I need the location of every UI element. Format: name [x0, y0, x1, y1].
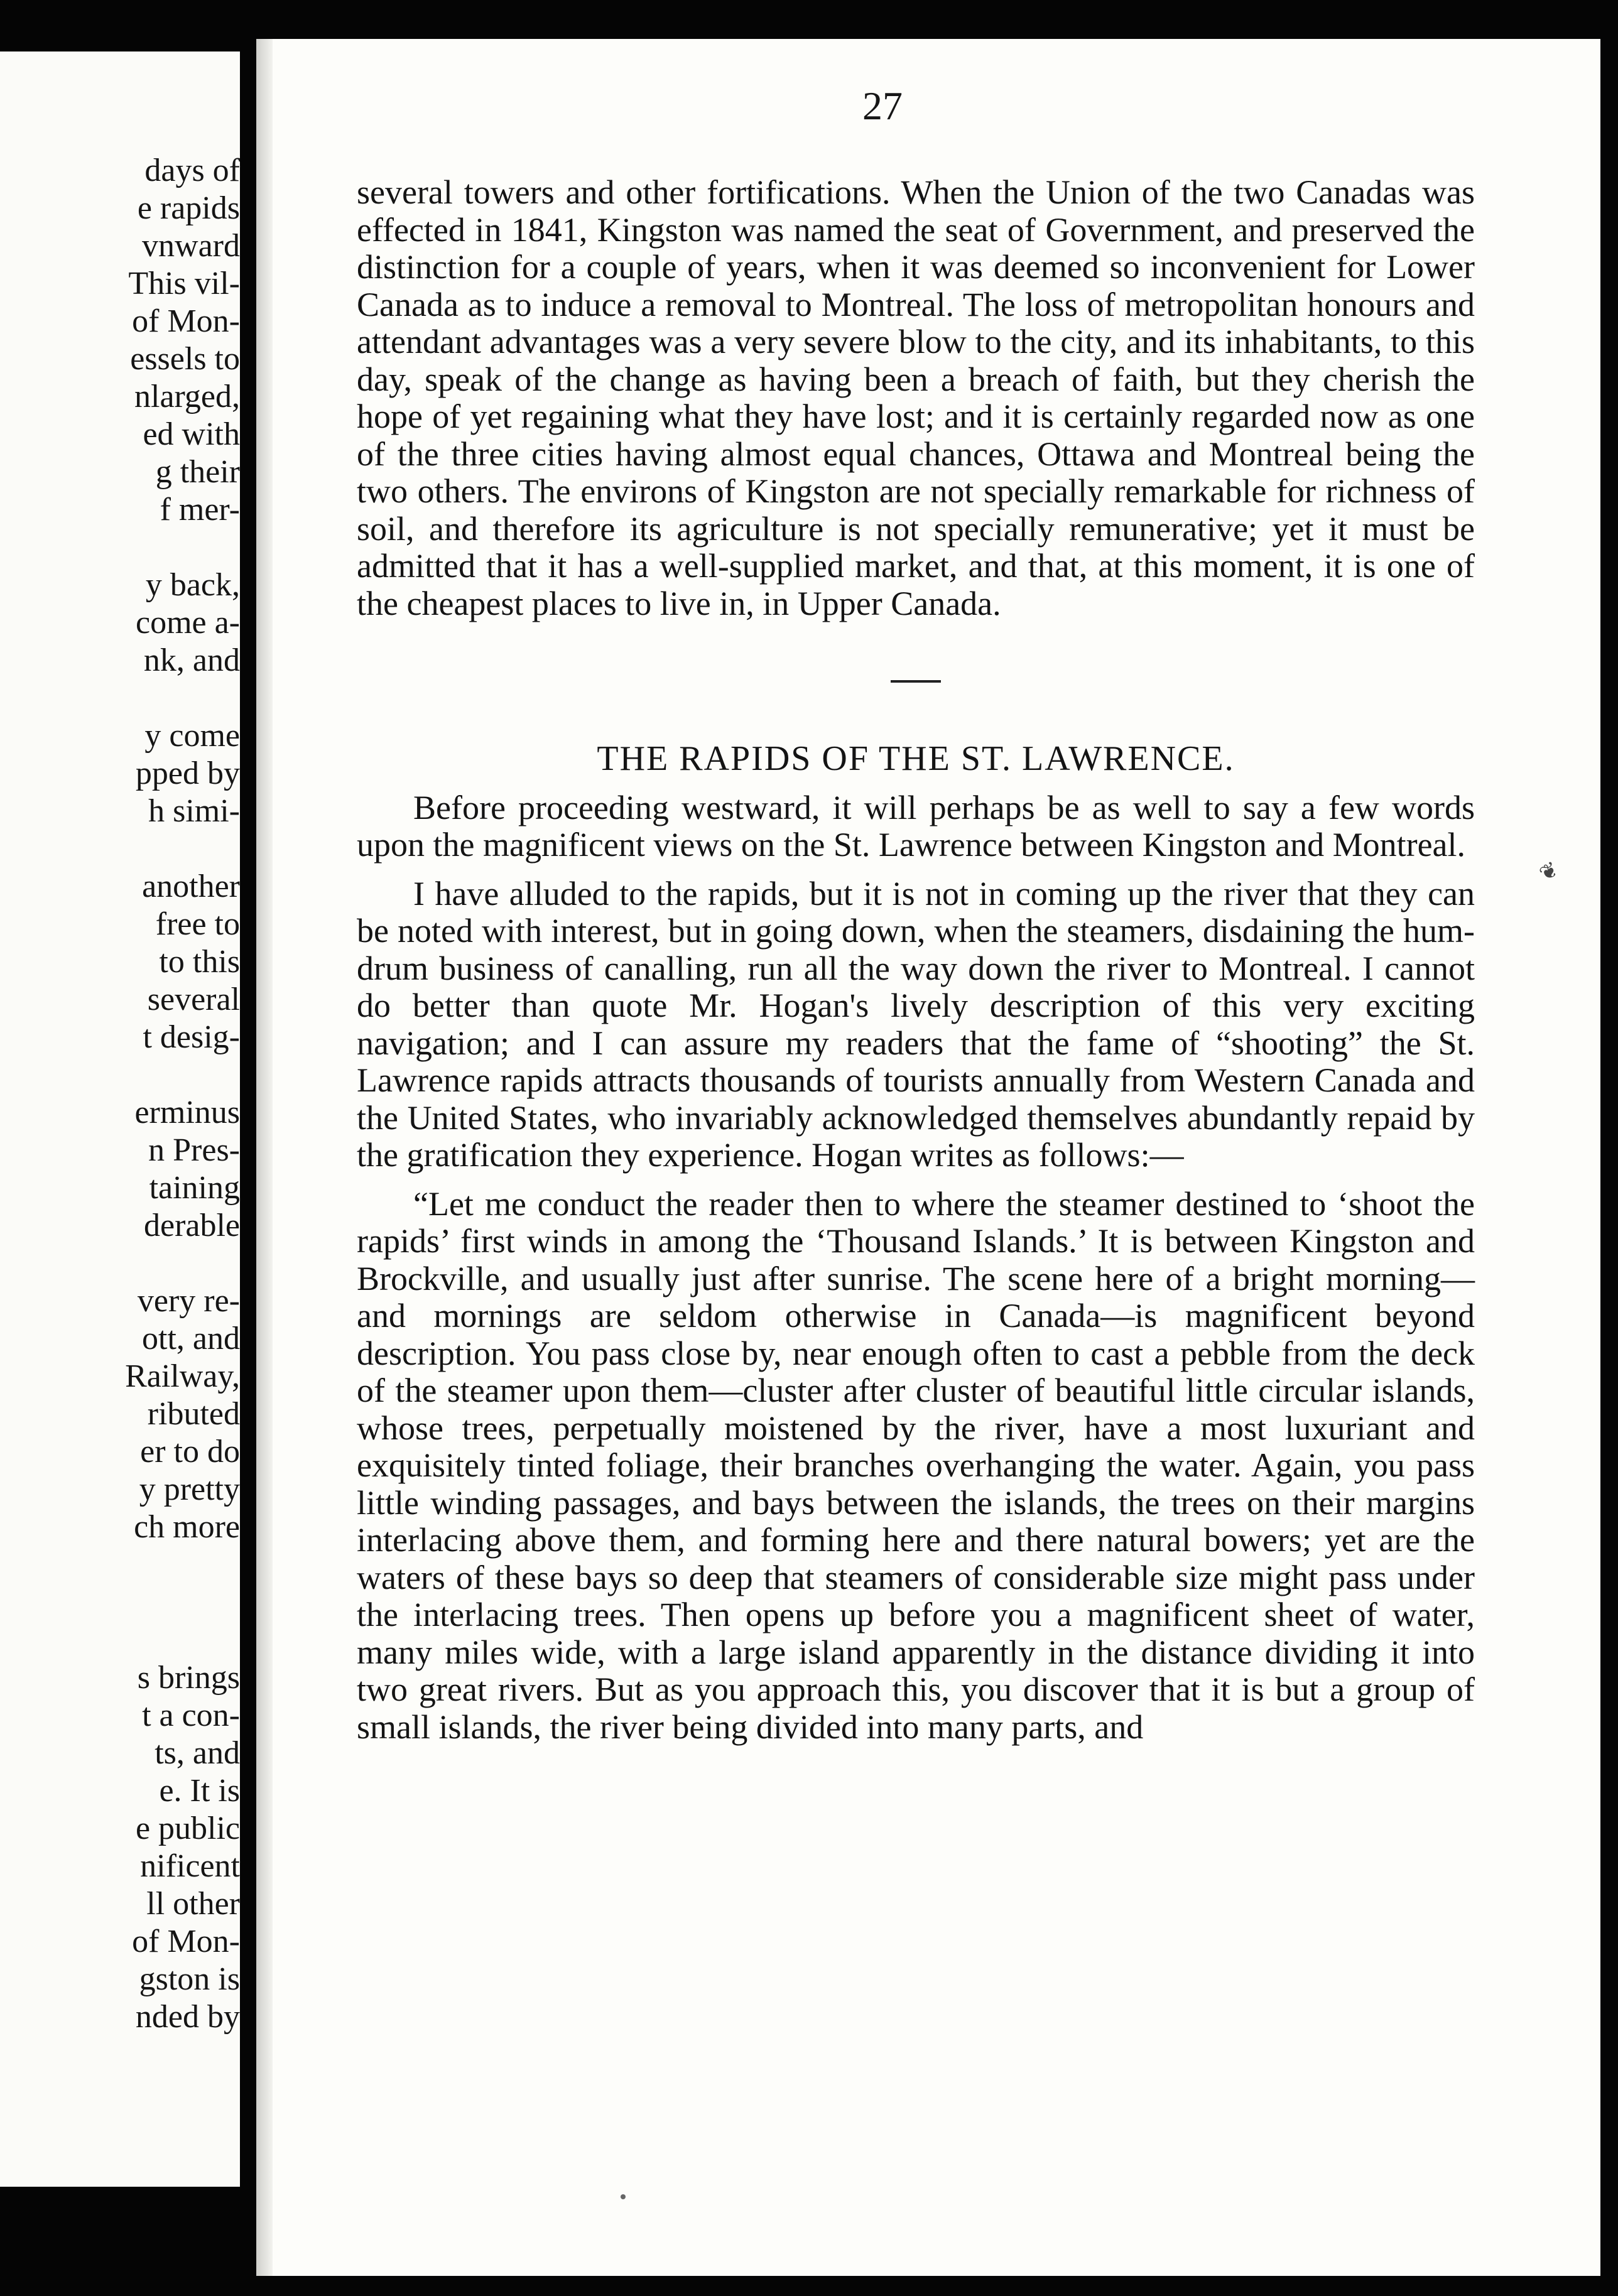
facing-page-line: very re-: [137, 1283, 240, 1319]
leaf-ornament-icon: ❦: [1535, 857, 1563, 887]
section-divider: [891, 680, 941, 683]
facing-page-line: nded by: [135, 1999, 240, 2035]
facing-page-line: n Pres-: [148, 1132, 240, 1168]
facing-page-line: nlarged,: [134, 379, 240, 414]
facing-page: [0, 51, 240, 2187]
page-body: [357, 174, 1475, 1746]
facing-page-line: free to: [155, 906, 240, 942]
facing-page-line: days of: [144, 153, 240, 188]
book-page: [256, 39, 1600, 2276]
page-number: 27: [862, 84, 903, 128]
section-heading: THE RAPIDS OF THE ST. LAWRENCE.: [597, 739, 1235, 778]
facing-page-line: nk, and: [143, 642, 240, 678]
facing-page-line: ts, and: [155, 1735, 240, 1771]
page-gutter: [256, 39, 273, 2276]
facing-page-line: y pretty: [139, 1471, 240, 1507]
paragraph: I have alluded to the rapids, but it is not in coming up the river that they can be noted with interest, but in going down, when the steamers, disdaining the hum-drum business of canalling, run all the way down the river to Montreal. I cannot do better than quote Mr. Hogan's lively description of this very exciting navigation; and I can assure my readers that the fame of “shooting” the St. Lawrence rapids attracts thousands of tourists annually from Western Canada and the United States, who invariably acknowledged themselves abundantly repaid by the gratification they experience. Hogan writes as follows:—: [357, 874, 1475, 1174]
facing-page-line: t desig-: [143, 1019, 240, 1055]
facing-page-line: gston is: [139, 1961, 240, 1997]
facing-page-line: ed with: [143, 416, 240, 452]
facing-page-line: e public: [135, 1811, 240, 1846]
facing-page-line: ott, and: [142, 1321, 240, 1356]
facing-page-line: t a con-: [142, 1698, 240, 1733]
facing-page-line: of Mon-: [132, 1924, 240, 1959]
facing-page-line: taining: [149, 1170, 240, 1206]
facing-page-line: vnward: [142, 228, 240, 264]
facing-page-line: to this: [159, 944, 240, 980]
facing-page-line: pped by: [135, 755, 240, 791]
facing-page-line: s brings: [137, 1660, 240, 1696]
facing-page-line: g their: [155, 454, 240, 490]
facing-page-line: e. It is: [159, 1773, 240, 1809]
facing-page-line: y come: [144, 718, 240, 754]
facing-page-line: essels to: [130, 341, 240, 377]
facing-page-line: another: [142, 869, 240, 904]
facing-page-line: Railway,: [125, 1358, 240, 1394]
facing-page-line: This vil-: [128, 266, 240, 301]
facing-page-line: erminus: [134, 1095, 240, 1130]
facing-page-line: of Mon-: [132, 303, 240, 339]
ink-speck: [621, 2194, 626, 2199]
facing-page-line: h simi-: [148, 793, 240, 829]
paragraph: Before proceeding westward, it will perhaps be as well to say a few words upon the magnificent views on the St. Lawrence between Kingston and Montreal.: [357, 788, 1475, 864]
opening-paragraph: several towers and other fortifications. When the Union of the two Canadas was effected in 1841, Kingston was named the seat of Government, and preserved the distinction for a couple of years, when it was deemed so inconvenient for Lower Canada as to induce a removal to Montreal. The loss of metropolitan honours and attendant advantages was a very severe blow to the city, and its inhabitants, to this day, speak of the change as having been a breach of faith, but they cherish the hope of yet regaining what they have lost; and it is certainly regarded now as one of the three cities having almost equal chances, Ottawa and Montreal being the two others. The environs of Kingston are not specially remarkable for richness of soil, and therefore its agriculture is not specially remunerative; yet it must be admitted that it has a well-supplied market, and that, at this moment, it is one of the cheapest places to live in, in Upper Canada.: [357, 173, 1475, 622]
facing-page-line: ributed: [147, 1396, 240, 1432]
facing-page-line: derable: [143, 1208, 240, 1243]
facing-page-line: nificent: [140, 1848, 240, 1884]
quoted-paragraph: “Let me conduct the reader then to where the steamer destined to ‘shoot the rapids’ first winds in among the ‘Thousand Islands.’ It is between Kingston and Brockville, and usually just after sunrise. The scene here of a bright morning—and mornings are seldom otherwise in Canada—is magnificent beyond description. You pass close by, near enough often to cast a pebble from the deck of the steamer upon them—cluster after cluster of beautiful little circular islands, whose trees, perpetually moistened by the river, have a most luxuriant and exquisitely tinted foliage, their branches overhanging the water. Again, you pass little winding passages, and bays between the islands, the trees on their margins interlacing above them, and forming here and there natural bowers; yet are the waters of these bays so deep that steamers of considerable size might pass under the interlacing trees. Then opens up before you a magnificent sheet of water, many miles wide, with a large island apparently in the distance dividing it into two great rivers. But as you approach this, you discover that it is but a group of small islands, the river being divided into many parts, and: [357, 1184, 1475, 1746]
facing-page-line: ch more: [134, 1509, 240, 1545]
facing-page-line: e rapids: [137, 190, 240, 226]
facing-page-line: y back,: [145, 567, 240, 603]
facing-page-line: f mer-: [160, 492, 240, 528]
facing-page-line: come a-: [135, 605, 240, 641]
facing-page-line: several: [147, 982, 240, 1017]
facing-page-line: ll other: [146, 1886, 240, 1922]
facing-page-line: er to do: [140, 1434, 240, 1470]
